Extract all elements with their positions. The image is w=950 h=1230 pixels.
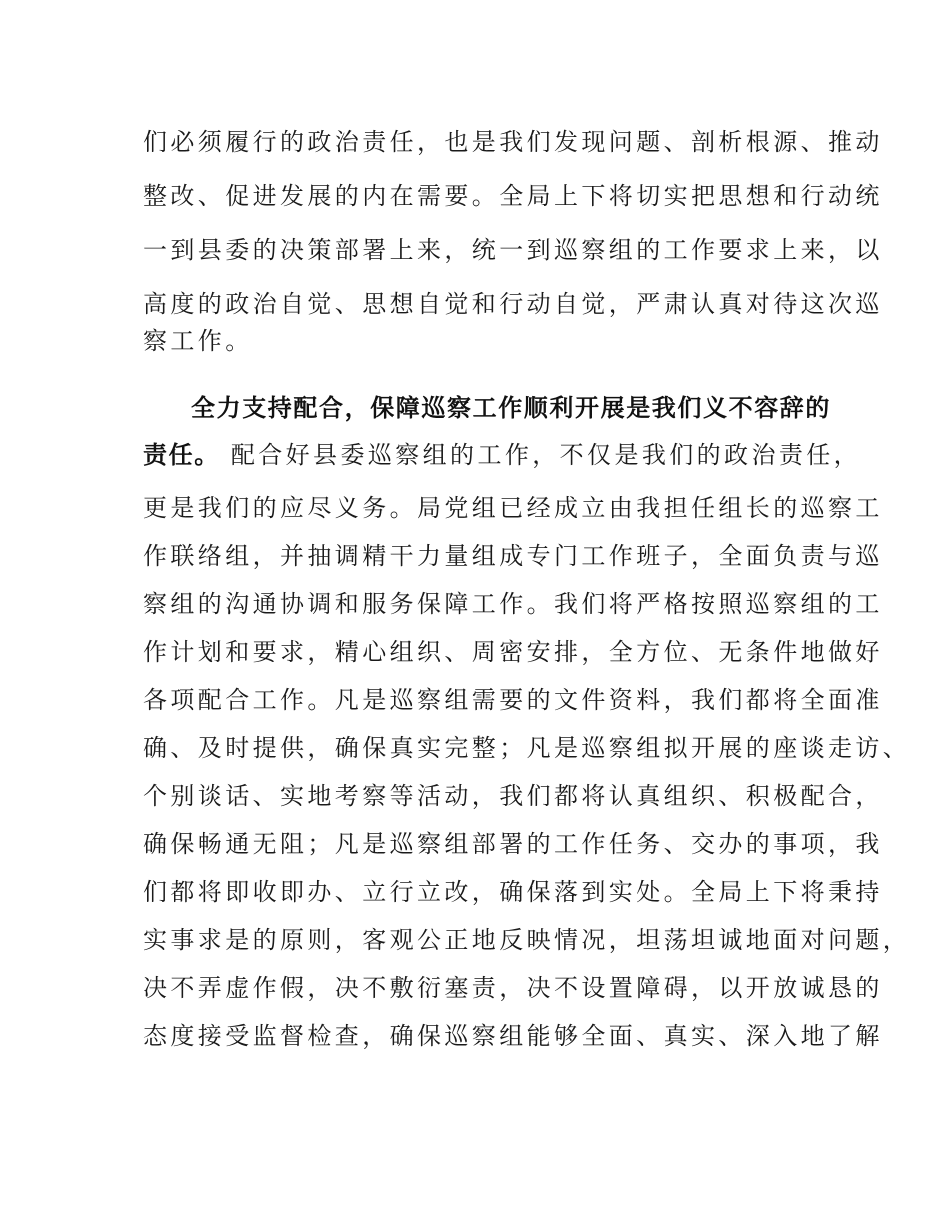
paragraph-1-line-1: 们必须履行的政治责任，也是我们发现问题、剖析根源、推动 bbox=[143, 128, 883, 156]
paragraph-1-line-5: 察工作。 bbox=[143, 327, 253, 355]
paragraph-2-line-5: 作计划和要求，精心组织、周密安排，全方位、无条件地做好 bbox=[143, 638, 883, 666]
paragraph-1-line-4: 高度的政治自觉、思想自觉和行动自觉，严肃认真对待这次巡 bbox=[143, 290, 883, 318]
paragraph-2-line-2: 更是我们的应尽义务。局党组已经成立由我担任组长的巡察工 bbox=[143, 494, 883, 522]
paragraph-1-line-2: 整改、促进发展的内在需要。全局上下将切实把思想和行动统 bbox=[143, 182, 883, 210]
paragraph-2-line-13: 态度接受监督检查，确保巡察组能够全面、真实、深入地了解 bbox=[143, 1022, 883, 1050]
paragraph-2-line-8: 个别谈话、实地考察等活动，我们都将认真组织、积极配合， bbox=[143, 782, 883, 810]
paragraph-2-line-10: 们都将即收即办、立行立改，确保落到实处。全局上下将秉持 bbox=[143, 878, 883, 906]
paragraph-2-line-12: 决不弄虚作假，决不敷衍塞责，决不设置障碍，以开放诚恳的 bbox=[143, 974, 883, 1002]
paragraph-2-line-11: 实事求是的原则，客观公正地反映情况，坦荡坦诚地面对问题， bbox=[143, 926, 911, 954]
paragraph-2-line-7: 确、及时提供，确保真实完整；凡是巡察组拟开展的座谈走访、 bbox=[143, 734, 911, 762]
paragraph-2-line-1 bbox=[143, 439, 861, 471]
paragraph-2-heading-line-1: 全力支持配合，保障巡察工作顺利开展是我们义不容辞的 bbox=[191, 394, 831, 422]
paragraph-2-line-9: 确保畅通无阻；凡是巡察组部署的工作任务、交办的事项，我 bbox=[143, 830, 883, 858]
paragraph-2-line-6: 各项配合工作。凡是巡察组需要的文件资料，我们都将全面准 bbox=[143, 686, 883, 714]
paragraph-2-line-4: 察组的沟通协调和服务保障工作。我们将严格按照巡察组的工 bbox=[143, 590, 883, 618]
paragraph-1-line-3: 一到县委的决策部署上来，统一到巡察组的工作要求上来，以 bbox=[143, 236, 883, 264]
paragraph-2-heading-line-2: 责任。 bbox=[143, 441, 220, 469]
paragraph-2-line-1-rest: 配合好县委巡察组的工作，不仅是我们的政治责任， bbox=[219, 441, 862, 469]
paragraph-2-line-3: 作联络组，并抽调精干力量组成专门工作班子，全面负责与巡 bbox=[143, 542, 883, 570]
